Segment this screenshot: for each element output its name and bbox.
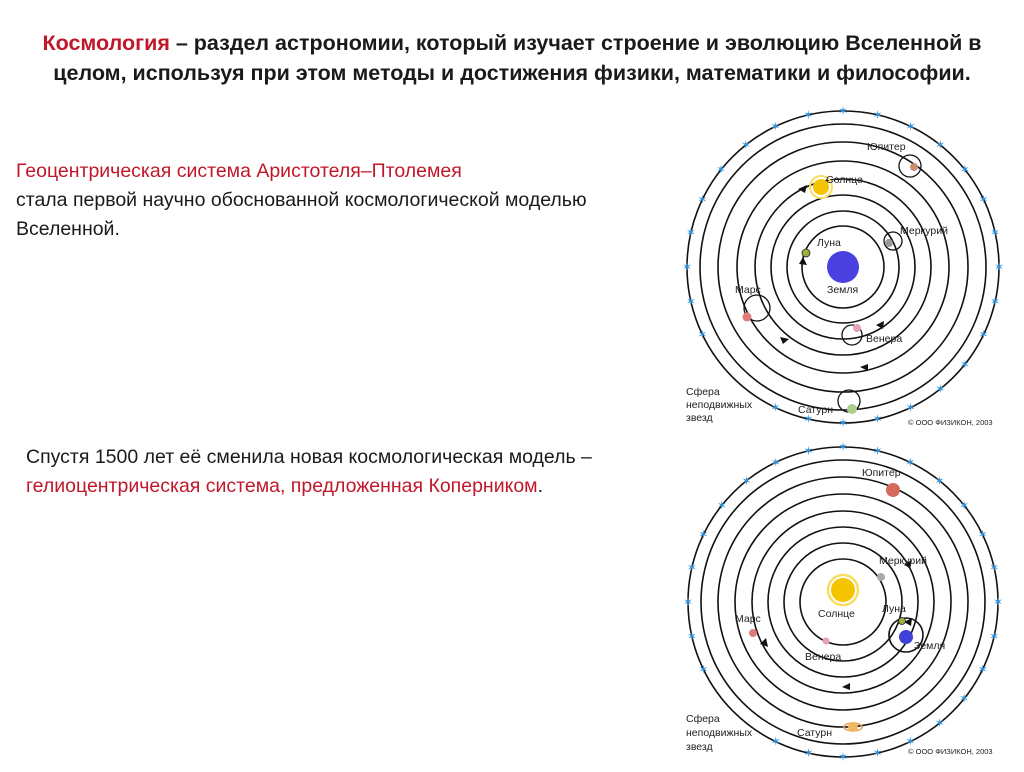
star-marker: ✶ (837, 440, 849, 454)
star-marker: ✶ (978, 192, 989, 207)
orbit-direction-arrow (860, 364, 868, 371)
label-sun: Солнце (818, 608, 855, 620)
star-marker: ✶ (905, 119, 916, 134)
star-marker: ✶ (697, 192, 708, 207)
jupiter-planet (886, 483, 900, 497)
label-jupiter: Юпитер (862, 467, 901, 479)
star-marker: ✶ (989, 560, 1000, 575)
heliocentric-intro: Спустя 1500 лет её сменила новая космологическая модель – (26, 446, 592, 468)
star-marker: ✶ (803, 107, 814, 122)
star-marker: ✶ (770, 400, 781, 415)
orbit-direction-arrow (876, 321, 884, 329)
star-marker: ✶ (934, 716, 945, 731)
star-marker: ✶ (993, 260, 1005, 274)
label-earth: Земля (914, 640, 946, 652)
star-marker: ✶ (905, 400, 916, 415)
label-jupiter: Юпитер (867, 141, 906, 153)
star-marker: ✶ (686, 560, 697, 575)
star-marker: ✶ (934, 473, 945, 488)
star-marker: ✶ (935, 381, 946, 396)
label-mercury: Меркурий (900, 225, 948, 237)
star-marker: ✶ (872, 746, 883, 761)
star-marker: ✶ (716, 162, 727, 177)
venus-planet (853, 324, 861, 332)
star-marker: ✶ (803, 412, 814, 427)
star-marker: ✶ (990, 225, 1001, 240)
star-marker: ✶ (770, 455, 781, 470)
label-sphere-line1: Сфера (686, 713, 720, 725)
sun-body (831, 578, 855, 602)
star-marker: ✶ (959, 691, 970, 706)
star-marker: ✶ (803, 746, 814, 761)
star-marker: ✶ (872, 412, 883, 427)
star-marker: ✶ (837, 750, 849, 764)
label-sphere-line1: Сфера (686, 386, 720, 398)
heliocentric-diagram (680, 440, 1020, 767)
star-marker: ✶ (977, 527, 988, 542)
label-saturn: Сатурн (798, 404, 834, 416)
orbit-direction-arrow (842, 683, 850, 690)
star-marker: ✶ (741, 473, 752, 488)
star-marker: ✶ (872, 107, 883, 122)
label-sphere-line2: неподвижных (686, 399, 753, 411)
geocentric-paragraph (16, 157, 656, 244)
label-sphere-line2: неподвижных (686, 727, 753, 739)
label-sun: Солнце (826, 174, 863, 186)
label-moon: Луна (817, 237, 841, 249)
star-marker: ✶ (686, 629, 697, 644)
orbit-direction-arrow (799, 257, 807, 265)
star-marker: ✶ (990, 294, 1001, 309)
star-marker: ✶ (989, 629, 1000, 644)
label-mars: Марс (735, 284, 761, 296)
star-marker: ✶ (697, 327, 708, 342)
star-marker: ✶ (770, 734, 781, 749)
label-earth: Земля (827, 284, 859, 296)
mercury-planet (885, 239, 893, 247)
label-saturn: Сатурн (797, 727, 833, 739)
jupiter-planet (910, 163, 918, 171)
copyright-text: © ООО ФИЗИКОН, 2003 (908, 747, 993, 756)
mars-planet (743, 313, 752, 322)
star-marker: ✶ (872, 443, 883, 458)
earth-planet (899, 630, 913, 644)
copyright-text: © ООО ФИЗИКОН, 2003 (908, 418, 993, 427)
geocentric-diagram-svg (680, 103, 1020, 433)
star-marker: ✶ (685, 225, 696, 240)
star-marker: ✶ (698, 662, 709, 677)
star-marker: ✶ (977, 662, 988, 677)
label-mercury: Меркурий (879, 555, 927, 567)
star-marker: ✶ (959, 357, 970, 372)
star-marker: ✶ (803, 443, 814, 458)
star-marker: ✶ (685, 294, 696, 309)
star-marker: ✶ (959, 162, 970, 177)
title-term: Космология (42, 31, 170, 55)
moon-body (899, 618, 906, 625)
orbit-direction-arrow (780, 337, 789, 344)
star-marker: ✶ (905, 734, 916, 749)
star-marker: ✶ (740, 138, 751, 153)
geocentric-description: стала первой научно обоснованной космологической моделью Вселенной. (16, 189, 587, 240)
star-marker: ✶ (992, 595, 1004, 609)
label-moon: Луна (882, 603, 906, 615)
star-marker: ✶ (716, 498, 727, 513)
earth-planet (827, 251, 859, 283)
star-marker: ✶ (905, 455, 916, 470)
moon-body (802, 249, 810, 257)
heliocentric-system-name: гелиоцентрическая система, предложенная Коперником (26, 475, 538, 497)
heliocentric-diagram-svg (680, 440, 1020, 767)
label-mars: Марс (735, 613, 761, 625)
star-marker: ✶ (837, 104, 849, 118)
star-marker: ✶ (681, 260, 693, 274)
slide-title (20, 28, 1004, 88)
mars-planet (749, 629, 757, 637)
label-venus: Венера (805, 651, 842, 663)
saturn-planet (847, 404, 857, 414)
heliocentric-tail: . (537, 475, 544, 497)
label-venus: Венера (866, 333, 903, 345)
title-definition: – раздел астрономии, который изучает строение и эволюцию Вселенной в целом, используя при этом методы и достижения физики, математики и философии. (53, 31, 982, 85)
star-marker: ✶ (837, 416, 849, 430)
geocentric-system-name: Геоцентрическая система Аристотеля–Птолемея (16, 160, 462, 182)
star-marker: ✶ (959, 498, 970, 513)
star-marker: ✶ (978, 327, 989, 342)
orbit-direction-arrow (798, 185, 807, 193)
star-marker: ✶ (935, 138, 946, 153)
star-marker: ✶ (698, 527, 709, 542)
label-sphere-line3: звезд (686, 741, 713, 753)
star-marker: ✶ (682, 595, 694, 609)
geocentric-diagram (680, 103, 1020, 433)
venus-planet (823, 638, 830, 645)
saturn-planet (848, 722, 858, 732)
mercury-planet (877, 573, 885, 581)
heliocentric-paragraph (26, 443, 666, 501)
label-sphere-line3: звезд (686, 412, 713, 424)
star-marker: ✶ (770, 119, 781, 134)
